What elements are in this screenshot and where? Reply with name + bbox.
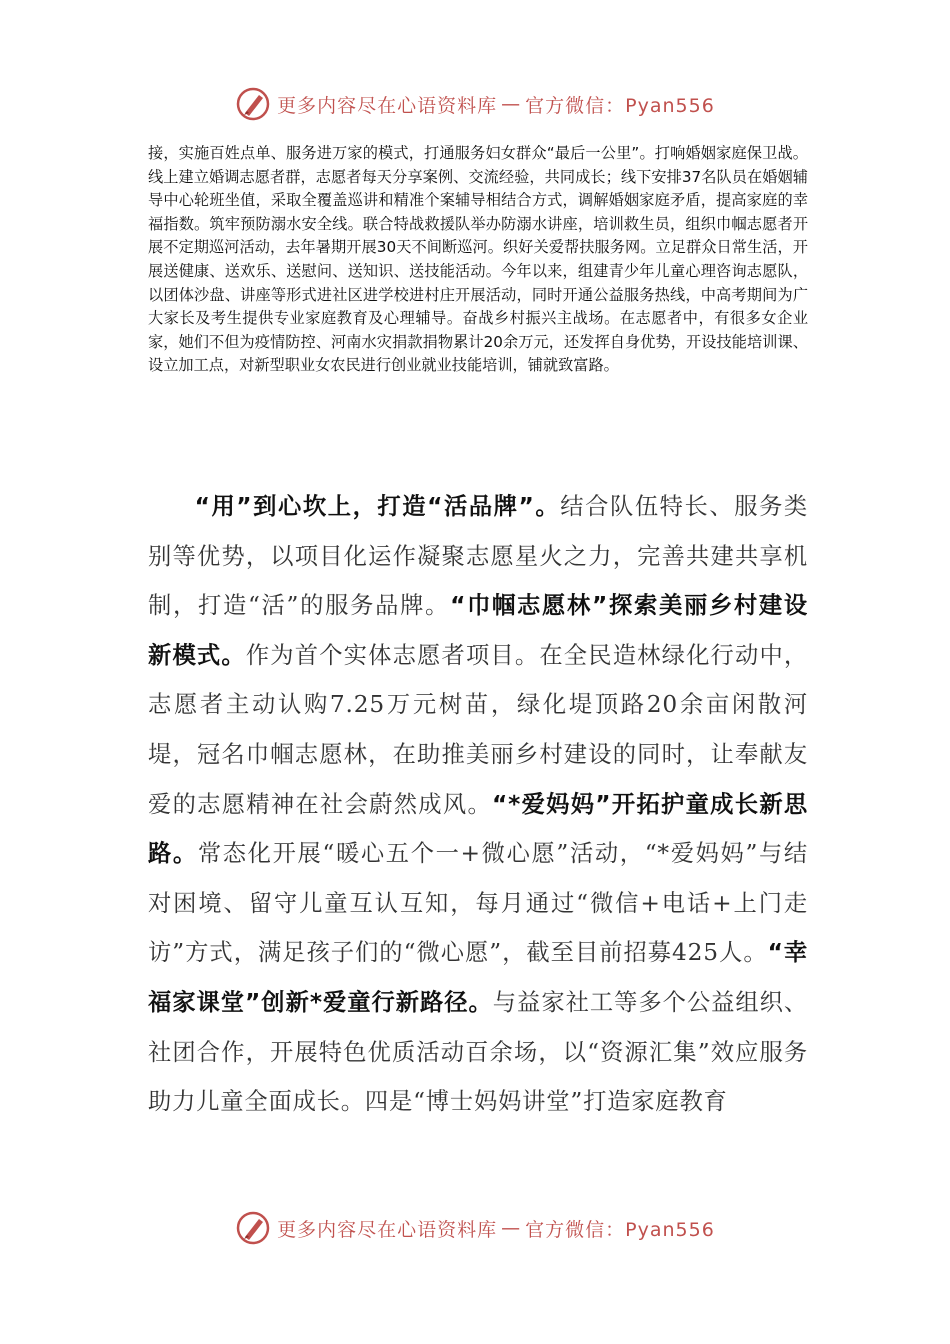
footer-contact-text: 官方微信：Pyan556 [525,1218,715,1241]
heading-volunteer-forest: “巾帼志愿林”探索美丽乡村建设新模式。 [148,592,808,669]
main-text-block [148,482,808,1127]
text-living-brand: 结合队伍特长、服务类别等优势，以项目化运作凝聚志愿星火之力，完善共建共享机制，打造“活”的服务品牌。 [148,493,809,620]
header-watermark [0,84,950,124]
text-volunteer-forest: 作为首个实体志愿者项目。在全民造林绿化行动中，志愿者主动认购7.25万元树苗，绿化堤顶路20余亩闲散河堤，冠名巾帼志愿林，在助推美丽乡村建设的同时，让奉献友爱的志愿精神在社会蔚然成风。 [148,641,809,818]
footer-dash: — [501,1217,522,1239]
heading-living-brand: “用”到心坎上，打造“活品牌”。 [194,493,561,520]
text-happy-classroom: 与益家社工等多个公益组织、社团合作，开展特色优质活动百余场，以“资源汇集”效应服务助力儿童全面成长。四是“博士妈妈讲堂”打造家庭教育 [148,988,808,1116]
heading-happy-classroom: “幸福家课堂”创新*爱童行新路径。 [148,939,808,1016]
header-contact-text: 官方微信：Pyan556 [525,94,715,117]
header-dash: — [501,93,522,115]
header-site-text: 更多内容尽在心语资料库 [277,94,498,117]
text-love-mothers: 常态化开展“暖心五个一+微心愿”活动，“*爱妈妈”与结对困境、留守儿童互认互知，每月通过“微信+电话+上门走访”方式，满足孩子们的“微心愿”，截至目前招募425人。 [148,840,808,967]
main-paragraph [148,482,808,1127]
pen-logo-icon [235,86,271,122]
heading-love-mothers: “*爱妈妈”开拓护童成长新思路。 [148,790,808,868]
pen-logo-icon [235,1210,271,1246]
small-paragraph: 接，实施百姓点单、服务进万家的模式，打通服务妇女群众“最后一公里”。打响婚姻家庭保卫战。线上建立婚调志愿者群，志愿者每天分享案例、交流经验，共同成长；线下安排37名队员在婚姻辅导中心轮班坐值，采取全覆盖巡讲和精准个案辅导相结合方式，调解婚姻家庭矛盾，提高家庭的幸福指数。筑牢预防溺水安全线。联合特战救援队举办防溺水讲座，培训救生员，组织巾帼志愿者开展不定期巡河活动，去年暑期开展30天不间断巡河。织好关爱帮扶服务网。立足群众日常生活，开展送健康、送欢乐、送慰问、送知识、送技能活动。今年以来，组建青少年儿童心理咨询志愿队，以团体沙盘、讲座等形式进社区进学校进村庄开展活动，同时开通公益服务热线，中高考期间为广大家长及考生提供专业家庭教育及心理辅导。奋战乡村振兴主战场。在志愿者中，有很多女企业家，她们不但为疫情防控、河南水灾捐款捐物累计20余万元，还发挥自身优势，开设技能培训课、设立加工点，对新型职业女农民进行创业就业技能培训，铺就致富路。 [148,144,808,375]
footer-watermark [0,1208,950,1248]
footer-site-text: 更多内容尽在心语资料库 [277,1218,498,1241]
small-text-block [148,142,808,378]
